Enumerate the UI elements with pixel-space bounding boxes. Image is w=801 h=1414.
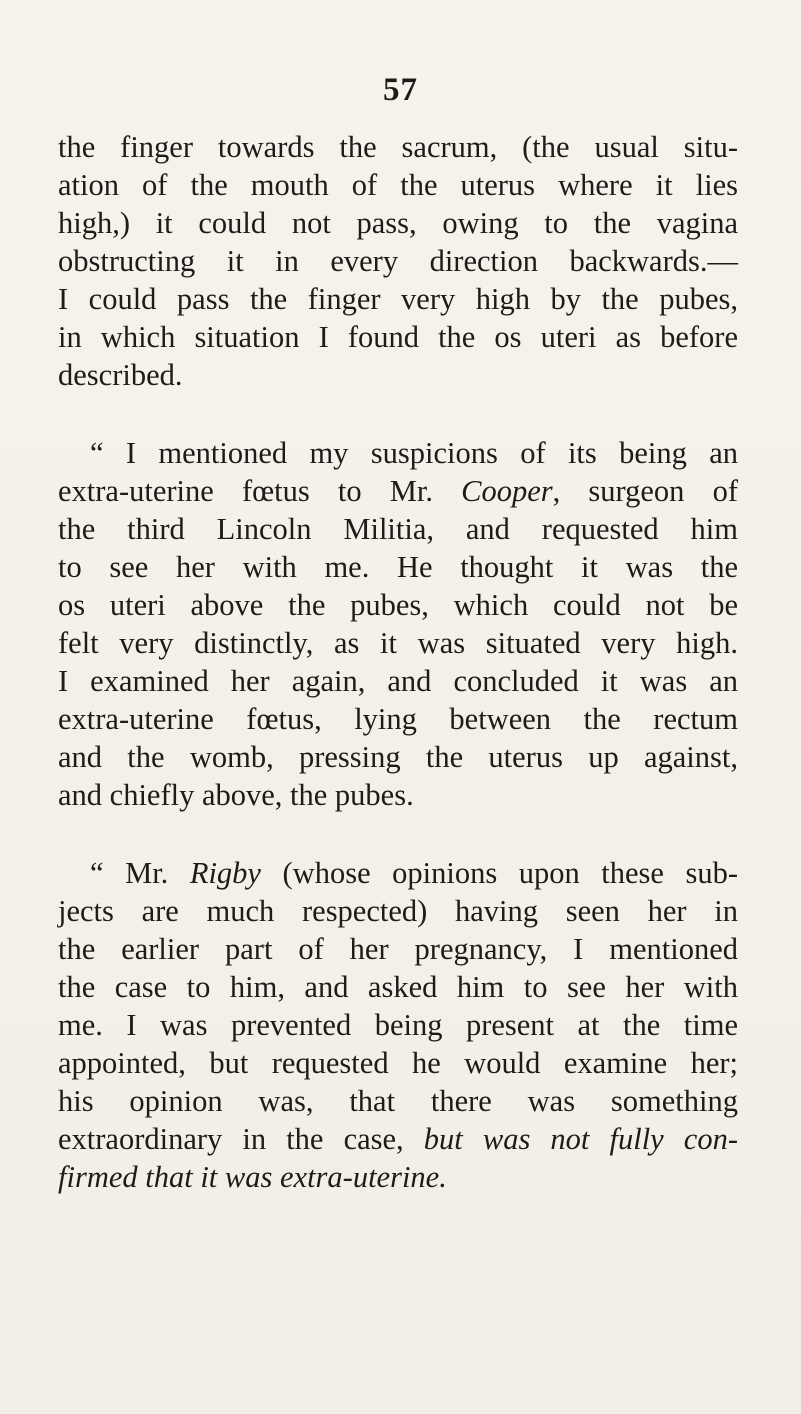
paragraph: [58, 128, 738, 394]
text-line: described.: [58, 358, 183, 392]
text-run: “ Mr.: [90, 856, 190, 890]
text-line: ation of the mouth of the uterus where it lies: [58, 168, 738, 202]
text-line: appointed, but requested he would examine her;: [58, 1046, 738, 1080]
text-line: to see her with me. He thought it was the: [58, 550, 738, 584]
text-line: high,) it could not pass, owing to the vagina: [58, 206, 738, 240]
text-line: [58, 472, 738, 510]
text-line: [58, 1158, 738, 1196]
text-line: I examined her again, and concluded it was an: [58, 664, 738, 698]
text-line: I could pass the finger very high by the pubes,: [58, 282, 738, 316]
text-line: the finger towards the sacrum, (the usual situ-: [58, 130, 738, 164]
text-run: extra-uterine fœtus to Mr.: [58, 474, 462, 508]
text-line: the third Lincoln Militia, and requested him: [58, 512, 738, 546]
text-line: me. I was prevented being present at the time: [58, 1008, 738, 1042]
italic-name-rigby: Rigby: [189, 856, 261, 890]
text-line: and chiefly above, the pubes.: [58, 778, 414, 812]
italic-text-run: firmed that it was extra-uterine.: [58, 1160, 447, 1194]
page-number: 57: [383, 72, 418, 108]
text-line: extra-uterine fœtus, lying between the rectum: [58, 702, 738, 736]
italic-name-cooper: Cooper: [461, 474, 553, 508]
text-run: , surgeon of: [552, 474, 738, 508]
paragraph-gap: [58, 394, 738, 434]
text-line: jects are much respected) having seen her in: [58, 894, 738, 928]
paragraph-gap: [58, 814, 738, 854]
text-run: (whose opinions upon these sub-: [260, 856, 738, 890]
text-line: and the womb, pressing the uterus up against,: [58, 740, 738, 774]
text-line: [58, 854, 738, 892]
text-line: “ I mentioned my suspicions of its being an: [90, 436, 738, 470]
text-line: os uteri above the pubes, which could not be: [58, 588, 738, 622]
italic-text-run: but was not fully con-: [423, 1122, 738, 1156]
text-line: obstructing it in every direction backwards.—: [58, 244, 738, 278]
text-line: his opinion was, that there was something: [58, 1084, 738, 1118]
text-line: the earlier part of her pregnancy, I mentioned: [58, 932, 738, 966]
text-line: felt very distinctly, as it was situated very high.: [58, 626, 738, 660]
text-line: the case to him, and asked him to see her with: [58, 970, 738, 1004]
paragraph: [58, 434, 738, 814]
text-line: in which situation I found the os uteri as before: [58, 320, 738, 354]
body-text: [58, 128, 738, 1196]
text-run: extraordinary in the case,: [58, 1122, 424, 1156]
text-line: [58, 1120, 738, 1158]
paragraph: [58, 854, 738, 1196]
